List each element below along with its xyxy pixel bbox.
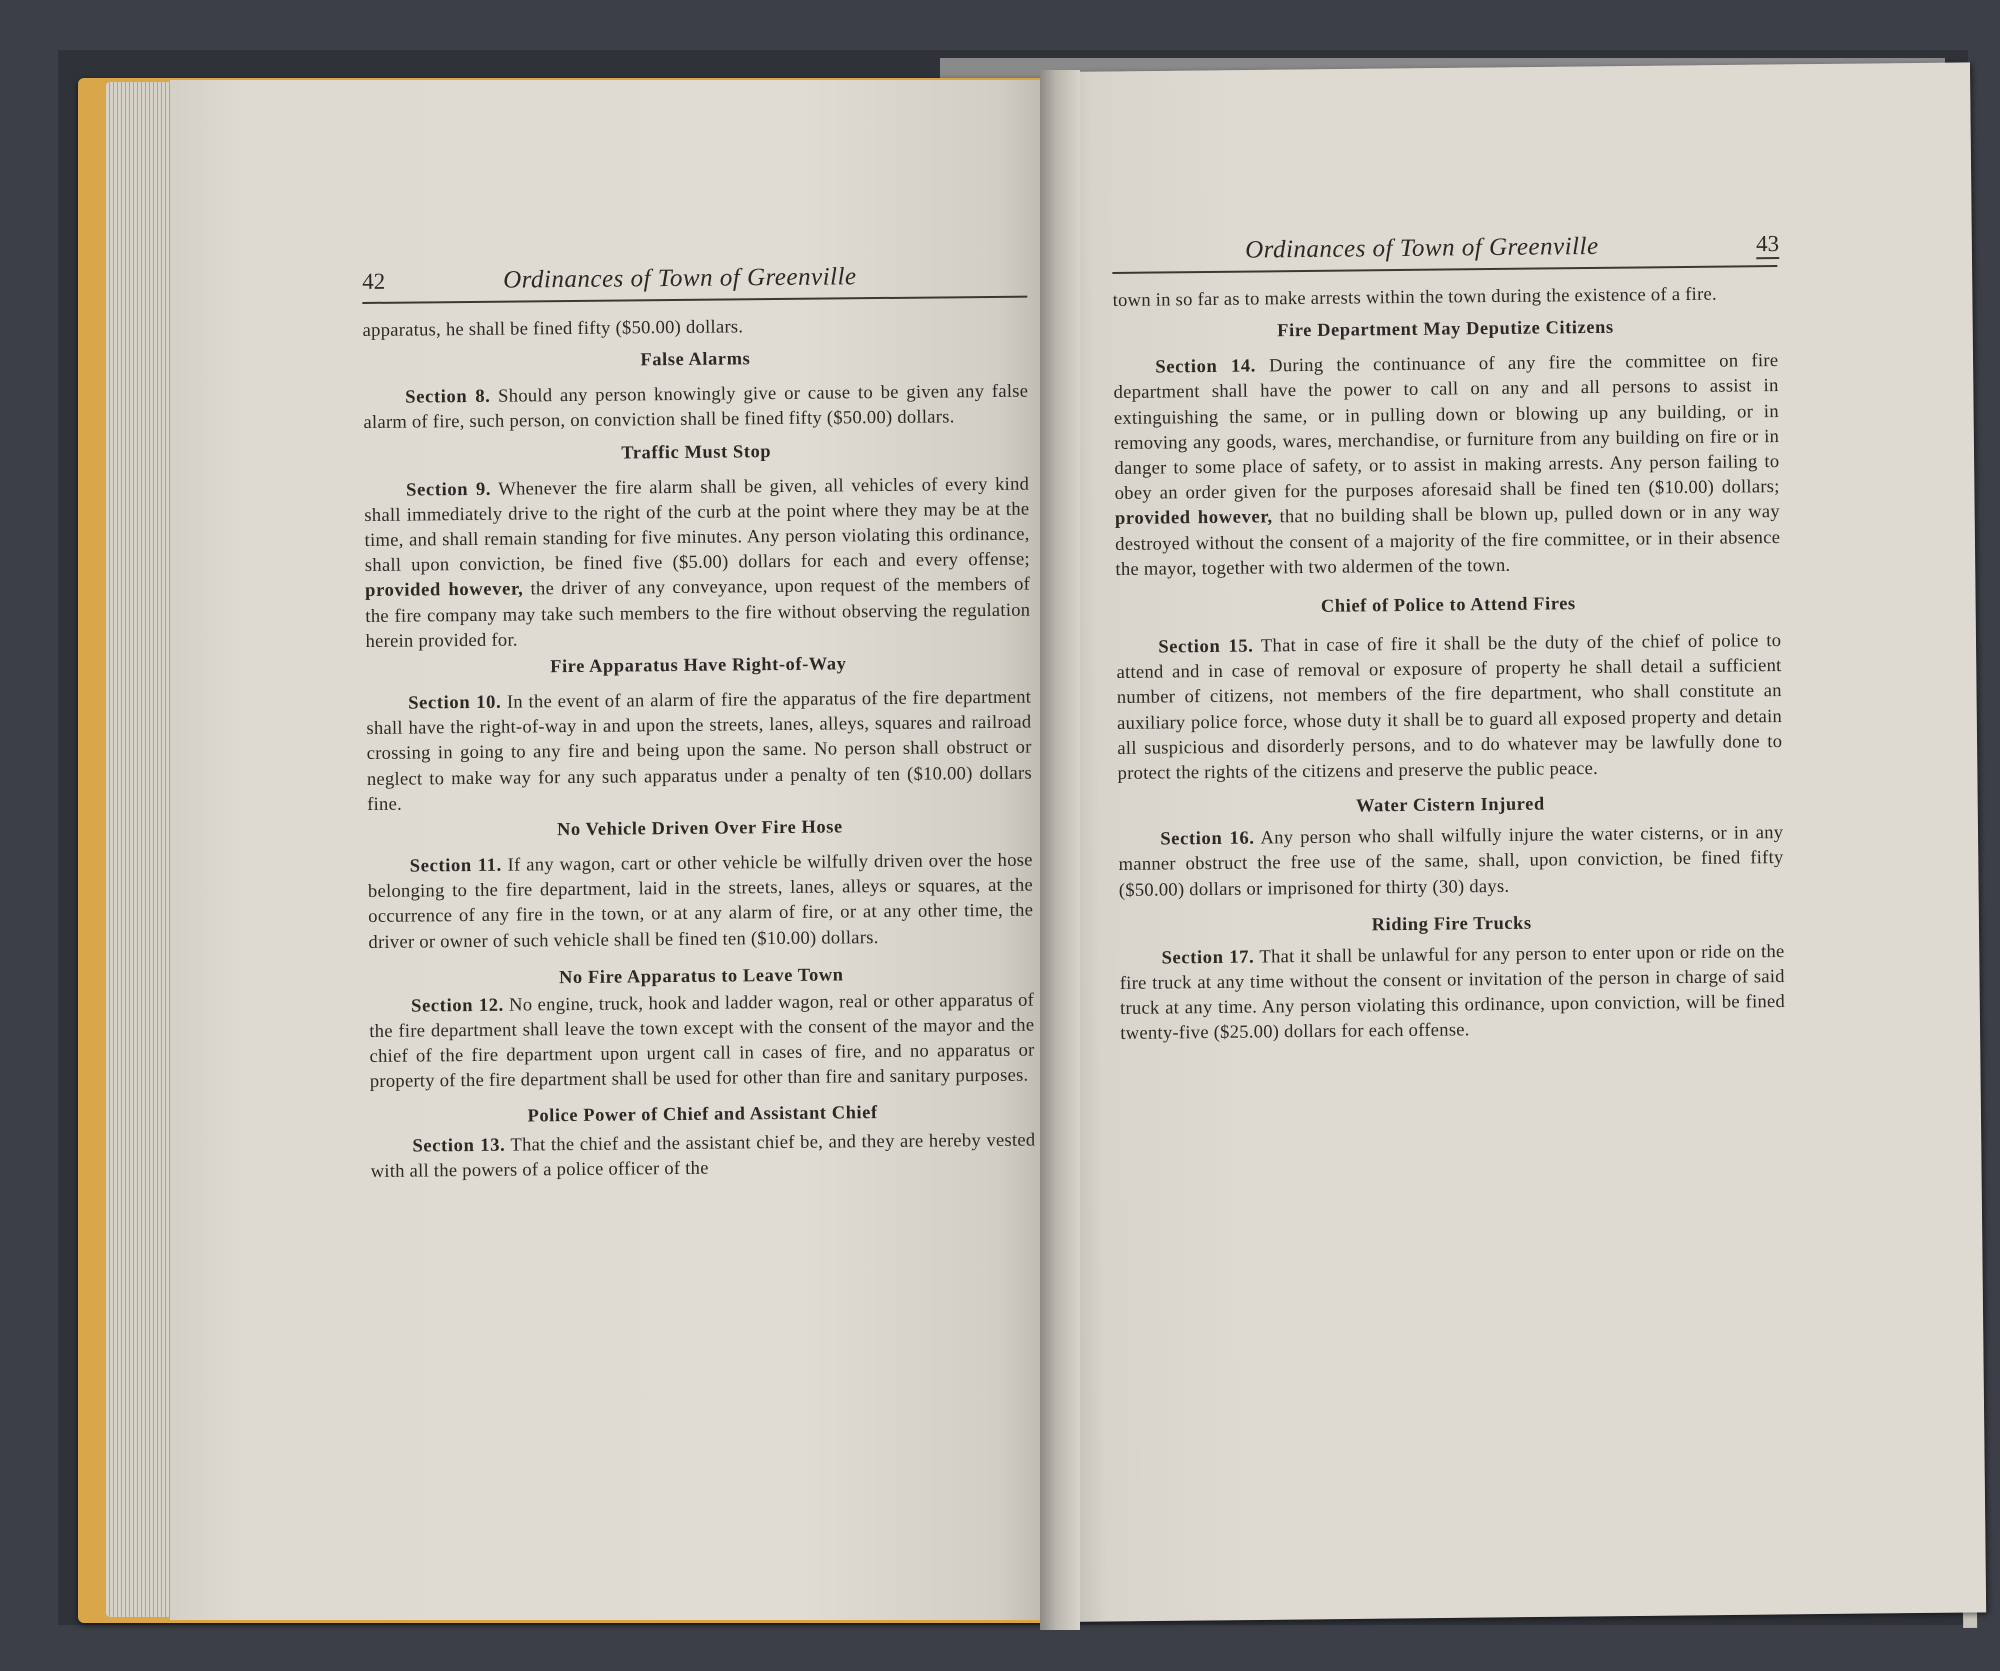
section-label: Section 15.: [1158, 635, 1254, 658]
section-14: [1113, 315, 1781, 582]
section-10: [366, 652, 1032, 817]
section-text: If any wagon, cart or other vehicle be wilfully driven over the hose belonging to the fire department, laid in the streets, lanes, alleys or squares, at the occurrence of any fire in the town, or at any alarm of fire, or at any other time, the driver or owner of such vehicle shall be fined ten ($10.00) dollars.: [367, 849, 1034, 953]
page-number: 42: [362, 268, 386, 294]
section-15: [1116, 591, 1783, 786]
section-11: [367, 815, 1033, 955]
running-head-left: [362, 262, 1027, 304]
section-heading: No Fire Apparatus to Leave Town: [559, 964, 844, 987]
section-label: Section 16.: [1160, 827, 1255, 850]
emphasis-text: provided however,: [364, 578, 524, 602]
section-text-after: that no building shall be blown up, pulled down or in any way destroyed without the consent of a majority of the fire committee, or in their absence the mayor, together with two aldermen of the town.: [1115, 501, 1781, 580]
section-heading: Chief of Police to Attend Fires: [1320, 593, 1576, 616]
section-heading: Police Power of Chief and Assistant Chief: [527, 1101, 878, 1126]
section-heading: Fire Apparatus Have Right-of-Way: [550, 653, 847, 677]
section-heading: False Alarms: [640, 348, 751, 370]
running-head-title: Ordinances of Town of Greenville: [1244, 232, 1599, 264]
section-text: In the event of an alarm of fire the apparatus of the fire department shall have the right-of-way in and upon the streets, lanes, alleys, squares and railroad crossing in going to any fire and being upon the same. No person shall obstruct or neglect to make way for any such apparatus under a penalty of ten ($10.00) dollars fine.: [366, 686, 1032, 815]
section-text: Any person who shall wilfully injure the water cisterns, or in any manner obstruct the free use of the same, shall, upon conviction, be fined fifty ($50.00) dollars or imprisoned for thirty (30) days.: [1118, 822, 1784, 901]
page-number: 43: [1756, 231, 1779, 259]
left-page-content: [362, 262, 1036, 1184]
opening-text: apparatus, he shall be fined fifty ($50.00) dollars.: [362, 316, 744, 341]
section-label: Section 10.: [408, 691, 502, 714]
section-16: [1118, 791, 1784, 903]
section-text: Whenever the fire alarm shall be given, all vehicles of every kind shall immediately drive to the right of the curb at the point where they may be at the time, and shall remain standing for five minutes. Any person violating this ordinance, shall upon conviction, be fined five ($5.00) dollars for each and every offense;: [364, 473, 1030, 577]
section-heading: No Vehicle Driven Over Fire Hose: [556, 816, 843, 840]
section-text: During the continuance of any fire the committee on fire department shall have the power to call on any and all persons to assist in extinguishing the same, or in pulling down or blowing up any building, or in removing any goods, wares, merchandise, or furniture from any building on fire or in danger to some place of safety, or to assist in making arrests. Any person failing to obey an order given for the purposes aforesaid shall be fined ten ($10.00) dollars;: [1113, 350, 1780, 505]
section-text: That it shall be unlawful for any person to enter upon or ride on the fire truck at any time without the consent or invitation of the person in charge of said truck at any time. Any person violating this ordinance, upon conviction, will be fined twenty-five ($25.00) dollars for each offense.: [1119, 940, 1786, 1045]
emphasis-text: provided however,: [1114, 506, 1273, 530]
right-page-content: [1112, 231, 1785, 1047]
section-text: Should any person knowingly give or cause to be given any false alarm of fire, such person, on conviction shall be fined fifty ($50.00) dollars.: [363, 380, 1029, 434]
section-heading: Fire Department May Deputize Citizens: [1277, 316, 1614, 341]
section-label: Section 14.: [1155, 355, 1257, 378]
section-text: No engine, truck, hook and ladder wagon, real or other apparatus of the fire department shall leave the town except with the consent of the mayor and the chief of the fire department upon urgent call in cases of fire, and no apparatus or property of the fire department shall be used for other than fire and sanitary purposes.: [369, 989, 1035, 1093]
running-head-title: Ordinances of Town of Greenville: [502, 263, 857, 294]
section-heading: Water Cistern Injured: [1356, 793, 1545, 816]
section-8: [363, 346, 1029, 436]
section-text-after: the driver of any conveyance, upon request of the members of the fire company may take such members to the fire without observing the regulation herein provided for.: [365, 574, 1031, 652]
section-text: That the chief and the assistant chief be, and they are hereby vested with all the powers of a police officer of the: [370, 1129, 1036, 1182]
section-heading: Riding Fire Trucks: [1371, 912, 1532, 935]
section-label: Section 12.: [410, 994, 504, 1017]
running-head-right: [1112, 231, 1780, 274]
section-9: [364, 438, 1031, 654]
section-13: [370, 1100, 1036, 1184]
section-17: [1119, 910, 1785, 1047]
section-label: Section 11.: [409, 854, 502, 877]
opening-text: town in so far as to make arrests within the town during the existence of a fire.: [1112, 283, 1717, 311]
section-12: [369, 962, 1035, 1094]
section-label: Section 17.: [1161, 946, 1255, 969]
section-text: That in case of fire it shall be the duty of the chief of police to attend and in case of removal or exposure of property he shall detail a sufficient number of citizens, not members of the fire department, who shall constitute an auxiliary police force, whose duty it shall be to guard all exposed property and detain all suspicious and disorderly persons, and to do whatever may be lawfully done to protect the rights of the citizens and preserve the public peace.: [1116, 630, 1783, 785]
section-label: Section 8.: [405, 385, 491, 408]
section-label: Section 9.: [406, 478, 492, 501]
gutter-shadow: [1040, 70, 1080, 1630]
section-label: Section 13.: [412, 1134, 506, 1157]
section-heading: Traffic Must Stop: [621, 440, 772, 463]
